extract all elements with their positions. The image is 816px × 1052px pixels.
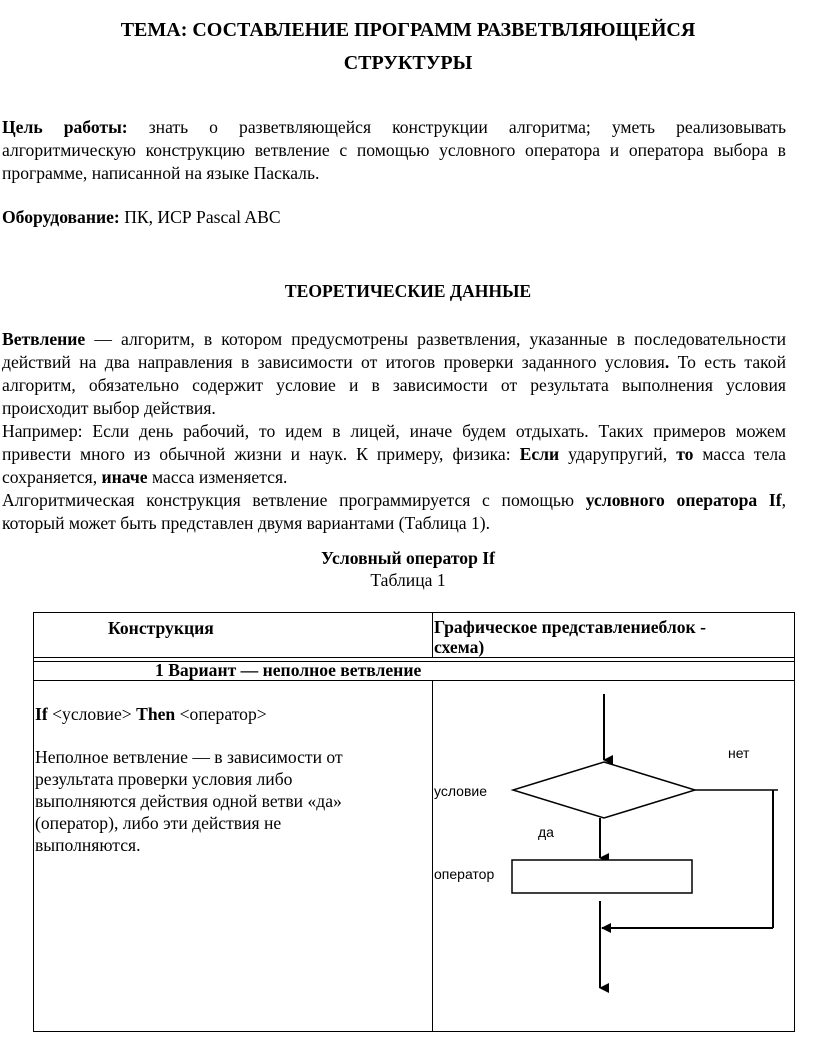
- operator-box: [512, 860, 692, 893]
- example-mid-1: ударупругий,: [559, 444, 677, 464]
- algo-start: Алгоритмическая конструкция ветвление программируется с помощью: [2, 490, 586, 510]
- theory-definition: — алгоритм, в котором предусмотрены разветвления, указанные в последовательности действий на два направления в зависимости от итогов проверки заданного условия: [2, 329, 786, 372]
- title-line-2: СТРУКТУРЫ: [343, 52, 473, 74]
- header-graphic-line-2: схема): [434, 637, 485, 657]
- example-else: иначе: [101, 467, 148, 487]
- theory-heading: ТЕОРЕТИЧЕСКИЕ ДАННЫЕ: [284, 281, 532, 301]
- theory-definition-cont: То есть такой алгоритм, обязательно содержит условие и в зависимости от результата выполнения условия происходит выбор действия.: [2, 352, 787, 418]
- example-mid-2: масса тела сохраняется,: [2, 444, 786, 487]
- label-no: нет: [728, 745, 750, 761]
- syntax-operator: <оператор>: [175, 704, 267, 724]
- example-start: Например: Если день рабочий, то идем в лицей, иначе будем отдыхать. Таких примеров можем привести много из обычной жизни и наук. К примеру, физика:: [2, 421, 786, 464]
- algo-end: , который может быть представлен двумя вариантами (Таблица 1).: [2, 490, 786, 533]
- condition-diamond: [513, 762, 695, 818]
- goal-text: знать о разветвляющейся конструкции алгоритма; уметь реализовывать алгоритмическую конструкцию ветвление с помощью условного оператора и оператора выбора в программе, написанной на языке Паскаль.: [2, 117, 786, 183]
- table-caption-title: Условный оператор If: [321, 548, 495, 568]
- example-end: масса изменяется.: [147, 467, 288, 487]
- label-condition: условие: [434, 783, 487, 799]
- label-yes: да: [538, 824, 554, 840]
- theory-definition-end: .: [664, 352, 670, 372]
- equipment-text: ПК, ИСР Pascal ABC: [119, 207, 281, 227]
- header-construction: Конструкция: [108, 618, 214, 638]
- label-operator: оператор: [434, 866, 495, 882]
- equipment-label: Оборудование:: [2, 207, 120, 227]
- syntax-condition: <условие>: [47, 704, 137, 724]
- variant-description: Неполное ветвление — в зависимости от результата проверки условия либо выполняются действия одной ветви «да» (оператор), либо эти действия не выполняются.: [35, 747, 343, 855]
- header-graphic-line-1: Графическое представлениеблок -: [434, 617, 706, 637]
- syntax-then: Then: [136, 704, 176, 724]
- example-if: Если: [519, 444, 560, 464]
- title-line-1: ТЕМА: СОСТАВЛЕНИЕ ПРОГРАММ РАЗВЕТВЛЯЮЩЕЙСЯ: [120, 19, 696, 41]
- table-caption-number: Таблица 1: [370, 570, 446, 590]
- variant-1-label: 1 Вариант — неполное ветвление: [155, 660, 422, 680]
- algo-bold: условного оператора If: [585, 490, 782, 510]
- syntax-if: If: [35, 704, 48, 724]
- goal-label: Цель работы:: [2, 117, 128, 137]
- example-then: то: [676, 444, 694, 464]
- theory-term: Ветвление: [2, 329, 86, 349]
